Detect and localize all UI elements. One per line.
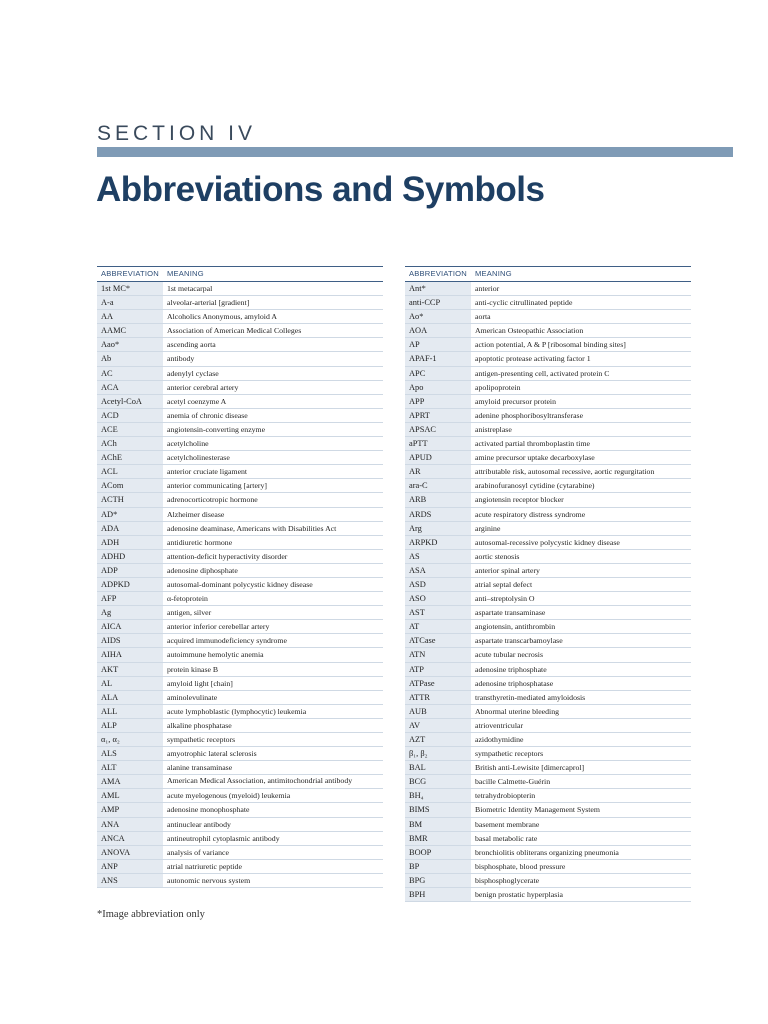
abbreviation-cell: ALP bbox=[97, 719, 163, 732]
meaning-cell: angiotensin, antithrombin bbox=[475, 622, 556, 632]
table-row bbox=[97, 719, 383, 733]
abbreviation-cell: AZT bbox=[405, 733, 471, 746]
meaning-cell: amyotrophic lateral sclerosis bbox=[167, 749, 257, 759]
abbreviation-cell: β₁, β₂ bbox=[405, 747, 471, 760]
meaning-cell: bisphosphoglycerate bbox=[475, 875, 540, 885]
abbreviation-column-header: ABBREVIATION bbox=[409, 269, 467, 278]
meaning-cell: acute lymphoblastic (lymphocytic) leukemia bbox=[167, 706, 307, 716]
meaning-cell: amyloid light [chain] bbox=[167, 678, 233, 688]
abbreviation-cell: AV bbox=[405, 719, 471, 732]
table-row bbox=[97, 592, 383, 606]
table-body bbox=[405, 282, 691, 902]
table-row bbox=[405, 296, 691, 310]
meaning-cell: anterior cerebral artery bbox=[167, 382, 239, 392]
meaning-cell: bronchiolitis obliterans organizing pneumonia bbox=[475, 847, 619, 857]
abbreviation-cell: BM bbox=[405, 818, 471, 831]
meaning-cell: sympathetic receptors bbox=[167, 735, 236, 744]
meaning-cell: tetrahydrobiopterin bbox=[475, 791, 536, 801]
abbreviation-cell: AT bbox=[405, 620, 471, 633]
abbreviation-cell: AICA bbox=[97, 620, 163, 633]
abbreviation-cell: BPG bbox=[405, 874, 471, 887]
meaning-cell: action potential, A & P [ribosomal binding sites] bbox=[475, 340, 626, 350]
meaning-cell: acetylcholinesterase bbox=[167, 453, 230, 463]
abbreviation-cell: ARDS bbox=[405, 508, 471, 521]
meaning-cell: Alzheimer disease bbox=[167, 509, 225, 519]
abbreviation-cell: Apo bbox=[405, 381, 471, 394]
abbreviation-cell: Aao* bbox=[97, 338, 163, 351]
table-row bbox=[405, 592, 691, 606]
abbreviation-cell: ANP bbox=[97, 860, 163, 873]
meaning-cell: angiotensin-converting enzyme bbox=[167, 424, 266, 434]
table-row bbox=[405, 352, 691, 366]
meaning-cell: adenylyl cyclase bbox=[167, 368, 219, 378]
meaning-cell: bisphosphate, blood pressure bbox=[475, 861, 566, 871]
table-row bbox=[97, 423, 383, 437]
abbreviation-cell: ACh bbox=[97, 437, 163, 450]
meaning-cell: alkaline phosphatase bbox=[167, 720, 232, 730]
abbreviation-cell: ATTR bbox=[405, 691, 471, 704]
abbreviation-cell: Ab bbox=[97, 352, 163, 365]
abbreviation-cell: APSAC bbox=[405, 423, 471, 436]
meaning-column-header: MEANING bbox=[167, 269, 204, 278]
meaning-cell: anterior inferior cerebellar artery bbox=[167, 622, 270, 632]
table-row bbox=[405, 663, 691, 677]
table-row bbox=[405, 508, 691, 522]
meaning-cell: basement membrane bbox=[475, 819, 540, 829]
table-row bbox=[97, 338, 383, 352]
meaning-cell: basal metabolic rate bbox=[475, 833, 538, 843]
abbreviation-cell: ANOVA bbox=[97, 846, 163, 859]
table-row bbox=[97, 606, 383, 620]
meaning-cell: American Osteopathic Association bbox=[475, 326, 584, 336]
meaning-cell: aorta bbox=[475, 312, 491, 322]
meaning-cell: attributable risk, autosomal recessive, aortic regurgitation bbox=[475, 467, 655, 477]
table-row bbox=[405, 803, 691, 817]
abbreviation-cell: Ao* bbox=[405, 310, 471, 323]
abbreviation-cell: AOA bbox=[405, 324, 471, 337]
table-row bbox=[97, 493, 383, 507]
abbreviation-cell: Arg bbox=[405, 522, 471, 535]
meaning-cell: aortic stenosis bbox=[475, 551, 520, 561]
abbreviation-cell: ADHD bbox=[97, 550, 163, 563]
abbreviation-cell: ACA bbox=[97, 381, 163, 394]
table-row bbox=[97, 367, 383, 381]
abbreviation-cell: AFP bbox=[97, 592, 163, 605]
table-row bbox=[97, 818, 383, 832]
table-row bbox=[97, 634, 383, 648]
table-row bbox=[97, 381, 383, 395]
table-row bbox=[405, 522, 691, 536]
abbreviation-cell: BP bbox=[405, 860, 471, 873]
abbreviation-cell: AD* bbox=[97, 508, 163, 521]
table-row bbox=[405, 860, 691, 874]
abbreviation-cell: ADH bbox=[97, 536, 163, 549]
abbreviation-cell: APC bbox=[405, 367, 471, 380]
abbreviation-cell: AUB bbox=[405, 705, 471, 718]
table-row bbox=[97, 550, 383, 564]
meaning-cell: sympathetic receptors bbox=[475, 749, 544, 759]
abbreviation-cell: ASO bbox=[405, 592, 471, 605]
table-row bbox=[405, 691, 691, 705]
abbreviation-cell: BCG bbox=[405, 775, 471, 788]
meaning-cell: alanine transaminase bbox=[167, 763, 233, 773]
meaning-cell: anterior bbox=[475, 284, 500, 293]
meaning-cell: bacille Calmette-Guérin bbox=[475, 777, 551, 787]
table-row bbox=[405, 648, 691, 662]
meaning-cell: acetylcholine bbox=[167, 439, 209, 449]
abbreviation-cell: ARB bbox=[405, 493, 471, 506]
meaning-cell: aspartate transcarbamoylase bbox=[475, 636, 563, 646]
meaning-cell: antineutrophil cytoplasmic antibody bbox=[167, 833, 280, 843]
table-row bbox=[405, 719, 691, 733]
meaning-cell: apolipoprotein bbox=[475, 382, 521, 392]
abbreviation-cell: ALL bbox=[97, 705, 163, 718]
abbreviation-cell: ATN bbox=[405, 648, 471, 661]
abbreviation-cell: BPH bbox=[405, 888, 471, 901]
table-row bbox=[405, 310, 691, 324]
abbreviation-cell: ATP bbox=[405, 663, 471, 676]
table-row bbox=[405, 395, 691, 409]
abbreviation-cell: ANCA bbox=[97, 832, 163, 845]
table-row bbox=[405, 874, 691, 888]
meaning-cell: anterior communicating [artery] bbox=[167, 481, 268, 491]
meaning-cell: acetyl coenzyme A bbox=[167, 396, 227, 406]
meaning-cell: atrioventricular bbox=[475, 720, 524, 730]
abbreviation-cell: ADPKD bbox=[97, 578, 163, 591]
meaning-cell: adenine phosphoribosyltransferase bbox=[475, 410, 584, 420]
abbreviation-cell: ADP bbox=[97, 564, 163, 577]
table-row bbox=[405, 479, 691, 493]
meaning-cell: autonomic nervous system bbox=[167, 875, 251, 885]
abbreviation-cell: AML bbox=[97, 789, 163, 802]
abbreviation-cell: aPTT bbox=[405, 437, 471, 450]
table-row bbox=[97, 620, 383, 634]
table-row bbox=[97, 479, 383, 493]
table-row bbox=[405, 451, 691, 465]
meaning-cell: amyloid precursor protein bbox=[475, 396, 556, 406]
table-row bbox=[405, 338, 691, 352]
meaning-cell: anterior cruciate ligament bbox=[167, 467, 248, 477]
meaning-cell: attention-deficit hyperactivity disorder bbox=[167, 551, 288, 561]
meaning-cell: azidothymidine bbox=[475, 735, 524, 744]
table-row bbox=[405, 846, 691, 860]
meaning-cell: anterior spinal artery bbox=[475, 565, 540, 575]
meaning-cell: atrial natriuretic peptide bbox=[167, 861, 242, 871]
meaning-cell: transthyretin-mediated amyloidosis bbox=[475, 692, 586, 702]
table-row bbox=[97, 832, 383, 846]
table-row bbox=[97, 508, 383, 522]
table-row bbox=[405, 705, 691, 719]
table-row bbox=[405, 550, 691, 564]
table-row bbox=[97, 705, 383, 719]
meaning-cell: Biometric Identity Management System bbox=[475, 805, 600, 815]
abbreviation-cell: BAL bbox=[405, 761, 471, 774]
meaning-cell: aspartate transaminase bbox=[475, 608, 546, 618]
abbreviation-cell: ANS bbox=[97, 874, 163, 887]
table-row bbox=[405, 789, 691, 803]
table-row bbox=[405, 747, 691, 761]
meaning-cell: Abnormal uterine bleeding bbox=[475, 706, 560, 716]
meaning-cell: anistreplase bbox=[475, 424, 512, 434]
table-row bbox=[97, 733, 383, 747]
meaning-cell: atrial septal defect bbox=[475, 579, 533, 589]
section-divider bbox=[97, 147, 733, 157]
abbreviation-cell: ACL bbox=[97, 465, 163, 478]
meaning-cell: arabinofuranosyl cytidine (cytarabine) bbox=[475, 481, 595, 491]
footnote: *Image abbreviation only bbox=[97, 909, 205, 920]
abbreviation-cell: ADA bbox=[97, 522, 163, 535]
table-row bbox=[405, 465, 691, 479]
meaning-cell: acquired immunodeficiency syndrome bbox=[167, 636, 287, 646]
table-row bbox=[97, 648, 383, 662]
meaning-cell: ascending aorta bbox=[167, 340, 216, 350]
abbreviation-cell: AKT bbox=[97, 663, 163, 676]
abbreviation-cell: ACE bbox=[97, 423, 163, 436]
table-row bbox=[97, 578, 383, 592]
meaning-cell: antibody bbox=[167, 354, 195, 364]
abbreviation-cell: ACD bbox=[97, 409, 163, 422]
table-row bbox=[405, 437, 691, 451]
table-body bbox=[97, 282, 383, 888]
meaning-cell: aminolevulinate bbox=[167, 692, 218, 702]
abbreviation-cell: AAMC bbox=[97, 324, 163, 337]
table-header bbox=[405, 266, 691, 282]
abbreviation-cell: APUD bbox=[405, 451, 471, 464]
table-row bbox=[405, 677, 691, 691]
abbreviation-cell: AMA bbox=[97, 775, 163, 788]
table-row bbox=[405, 620, 691, 634]
abbreviation-cell: ACom bbox=[97, 479, 163, 492]
table-row bbox=[405, 564, 691, 578]
abbreviation-cell: Ag bbox=[97, 606, 163, 619]
abbreviation-cell: Ant* bbox=[405, 282, 471, 295]
page-title: Abbreviations and Symbols bbox=[96, 170, 545, 209]
meaning-cell: arginine bbox=[475, 523, 501, 533]
abbreviation-cell: AST bbox=[405, 606, 471, 619]
abbreviation-cell: 1st MC* bbox=[97, 282, 163, 295]
meaning-cell: antinuclear antibody bbox=[167, 819, 231, 829]
table-row bbox=[97, 296, 383, 310]
abbreviation-cell: A-a bbox=[97, 296, 163, 309]
meaning-cell: analysis of variance bbox=[167, 847, 229, 857]
abbreviation-cell: AMP bbox=[97, 803, 163, 816]
meaning-cell: protein kinase B bbox=[167, 664, 219, 674]
meaning-cell: adrenocorticotropic hormone bbox=[167, 495, 258, 505]
abbreviation-cell: BH₄ bbox=[405, 789, 471, 802]
table-row bbox=[97, 789, 383, 803]
table-row bbox=[97, 874, 383, 888]
abbreviation-cell: AA bbox=[97, 310, 163, 323]
table-row bbox=[405, 733, 691, 747]
abbreviation-cell: AC bbox=[97, 367, 163, 380]
abbreviation-cell: AP bbox=[405, 338, 471, 351]
right-abbreviation-table bbox=[405, 266, 691, 902]
abbreviation-cell: ARPKD bbox=[405, 536, 471, 549]
meaning-cell: British anti-Lewisite [dimercaprol] bbox=[475, 763, 585, 773]
table-row bbox=[97, 775, 383, 789]
meaning-cell: amine precursor uptake decarboxylase bbox=[475, 453, 595, 463]
abbreviation-cell: ATPase bbox=[405, 677, 471, 690]
abbreviation-cell: ASA bbox=[405, 564, 471, 577]
meaning-cell: antigen-presenting cell, activated protein C bbox=[475, 368, 610, 378]
table-row bbox=[97, 451, 383, 465]
table-row bbox=[97, 564, 383, 578]
table-row bbox=[97, 860, 383, 874]
table-row bbox=[97, 395, 383, 409]
table-row bbox=[405, 282, 691, 296]
table-row bbox=[405, 536, 691, 550]
table-row bbox=[97, 522, 383, 536]
table-row bbox=[405, 578, 691, 592]
table-row bbox=[405, 606, 691, 620]
meaning-cell: antidiuretic hormone bbox=[167, 537, 233, 547]
abbreviation-cell: APP bbox=[405, 395, 471, 408]
table-row bbox=[405, 409, 691, 423]
meaning-cell: autosomal-recessive polycystic kidney disease bbox=[475, 537, 620, 547]
table-row bbox=[405, 818, 691, 832]
meaning-cell: acute tubular necrosis bbox=[475, 650, 543, 660]
abbreviation-cell: AL bbox=[97, 677, 163, 690]
table-row bbox=[97, 691, 383, 705]
abbreviation-cell: ara-C bbox=[405, 479, 471, 492]
meaning-cell: autosomal-dominant polycystic kidney disease bbox=[167, 579, 313, 589]
meaning-cell: adenosine triphosphatase bbox=[475, 678, 554, 688]
meaning-cell: alveolar-arterial [gradient] bbox=[167, 298, 250, 308]
abbreviation-cell: AIDS bbox=[97, 634, 163, 647]
abbreviation-cell: anti-CCP bbox=[405, 296, 471, 309]
table-row bbox=[97, 282, 383, 296]
abbreviation-cell: ASD bbox=[405, 578, 471, 591]
section-label: SECTION IV bbox=[97, 122, 257, 145]
meaning-cell: autoimmune hemolytic anemia bbox=[167, 650, 264, 660]
abbreviation-cell: ATCase bbox=[405, 634, 471, 647]
meaning-cell: anti–streptolysin O bbox=[475, 594, 535, 604]
table-row bbox=[97, 536, 383, 550]
meaning-cell: α-fetoprotein bbox=[167, 594, 208, 604]
abbreviation-cell: APAF-1 bbox=[405, 352, 471, 365]
table-row bbox=[97, 677, 383, 691]
meaning-cell: activated partial thromboplastin time bbox=[475, 439, 590, 449]
meaning-cell: acute myelogenous (myeloid) leukemia bbox=[167, 791, 291, 801]
table-row bbox=[97, 324, 383, 338]
meaning-cell: antigen, silver bbox=[167, 608, 212, 618]
meaning-cell: adenosine monophosphate bbox=[167, 805, 250, 815]
meaning-cell: angiotensin receptor blocker bbox=[475, 495, 564, 505]
abbreviation-cell: APRT bbox=[405, 409, 471, 422]
table-row bbox=[405, 832, 691, 846]
table-row bbox=[97, 803, 383, 817]
meaning-cell: anemia of chronic disease bbox=[167, 410, 248, 420]
table-row bbox=[405, 381, 691, 395]
meaning-cell: Alcoholics Anonymous, amyloid A bbox=[167, 312, 278, 322]
meaning-cell: American Medical Association, antimitochondrial antibody bbox=[167, 776, 353, 786]
abbreviation-column-header: ABBREVIATION bbox=[101, 269, 159, 278]
table-row bbox=[97, 352, 383, 366]
meaning-cell: benign prostatic hyperplasia bbox=[475, 890, 563, 900]
table-row bbox=[97, 846, 383, 860]
table-row bbox=[97, 437, 383, 451]
table-row bbox=[405, 367, 691, 381]
table-row bbox=[405, 324, 691, 338]
abbreviation-cell: AChE bbox=[97, 451, 163, 464]
meaning-cell: adenosine deaminase, Americans with Disabilities Act bbox=[167, 523, 337, 533]
meaning-cell: acute respiratory distress syndrome bbox=[475, 509, 586, 519]
table-row bbox=[97, 761, 383, 775]
abbreviation-cell: AR bbox=[405, 465, 471, 478]
meaning-cell: 1st metacarpal bbox=[167, 284, 213, 293]
table-row bbox=[405, 888, 691, 902]
abbreviation-cell: Acetyl-CoA bbox=[97, 395, 163, 408]
abbreviation-cell: BIMS bbox=[405, 803, 471, 816]
abbreviation-cell: ALS bbox=[97, 747, 163, 760]
table-row bbox=[405, 634, 691, 648]
abbreviation-cell: AIHA bbox=[97, 648, 163, 661]
meaning-column-header: MEANING bbox=[475, 269, 512, 278]
table-row bbox=[97, 310, 383, 324]
table-row bbox=[97, 465, 383, 479]
abbreviation-cell: ACTH bbox=[97, 493, 163, 506]
meaning-cell: Association of American Medical Colleges bbox=[167, 326, 302, 336]
table-row bbox=[97, 409, 383, 423]
table-row bbox=[405, 423, 691, 437]
table-row bbox=[97, 747, 383, 761]
table-row bbox=[405, 761, 691, 775]
abbreviation-cell: ALT bbox=[97, 761, 163, 774]
abbreviation-cell: BOOP bbox=[405, 846, 471, 859]
meaning-cell: adenosine diphosphate bbox=[167, 565, 238, 575]
abbreviation-cell: BMR bbox=[405, 832, 471, 845]
abbreviation-cell: AS bbox=[405, 550, 471, 563]
table-header bbox=[97, 266, 383, 282]
table-row bbox=[405, 493, 691, 507]
table-row bbox=[405, 775, 691, 789]
meaning-cell: apoptotic protease activating factor 1 bbox=[475, 354, 591, 364]
meaning-cell: adenosine triphosphate bbox=[475, 664, 547, 674]
abbreviation-cell: ALA bbox=[97, 691, 163, 704]
abbreviation-cell: α₁, α₂ bbox=[97, 733, 163, 746]
meaning-cell: anti-cyclic citrullinated peptide bbox=[475, 298, 573, 308]
left-abbreviation-table bbox=[97, 266, 383, 888]
abbreviation-cell: ANA bbox=[97, 818, 163, 831]
table-row bbox=[97, 663, 383, 677]
